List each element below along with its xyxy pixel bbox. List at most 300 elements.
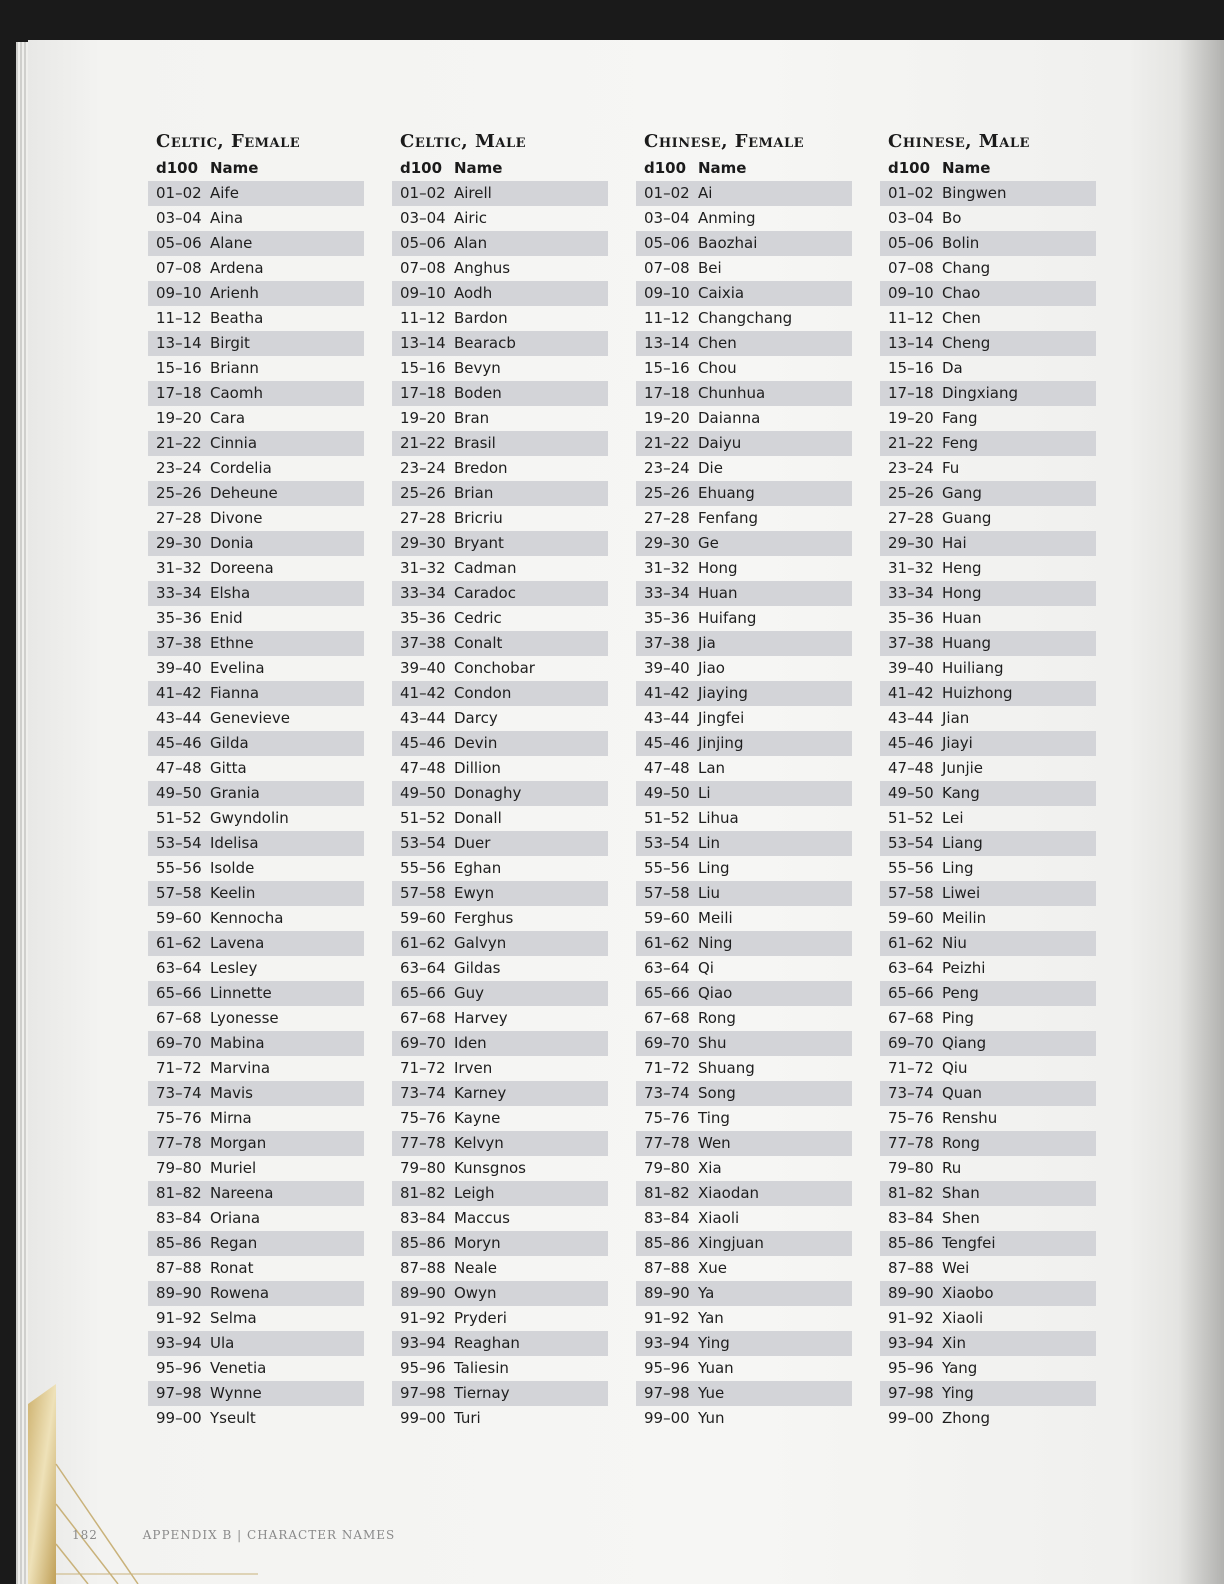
roll-range: 25–26 bbox=[644, 484, 690, 502]
table-row bbox=[880, 481, 1096, 506]
table-row bbox=[880, 456, 1096, 481]
table-row bbox=[148, 756, 364, 781]
roll-range: 39–40 bbox=[156, 659, 202, 677]
roll-range: 21–22 bbox=[400, 434, 446, 452]
table-row bbox=[636, 531, 852, 556]
character-name: Da bbox=[942, 359, 963, 377]
character-name: Die bbox=[698, 459, 723, 477]
roll-range: 07–08 bbox=[644, 259, 690, 277]
table-row bbox=[880, 781, 1096, 806]
character-name: Aina bbox=[210, 209, 244, 227]
roll-range: 71–72 bbox=[644, 1059, 690, 1077]
roll-range: 01–02 bbox=[156, 184, 202, 202]
roll-range: 65–66 bbox=[400, 984, 446, 1002]
table-row bbox=[880, 331, 1096, 356]
roll-range: 93–94 bbox=[644, 1334, 690, 1352]
character-name: Junjie bbox=[942, 759, 984, 777]
roll-range: 65–66 bbox=[644, 984, 690, 1002]
character-name: Alane bbox=[210, 234, 253, 252]
table-row bbox=[636, 1356, 852, 1381]
roll-range: 99–00 bbox=[888, 1409, 934, 1427]
table-row bbox=[880, 706, 1096, 731]
roll-range: 73–74 bbox=[156, 1084, 202, 1102]
roll-range: 47–48 bbox=[400, 759, 446, 777]
roll-range: 33–34 bbox=[888, 584, 934, 602]
character-name: Harvey bbox=[454, 1009, 508, 1027]
character-name: Yuan bbox=[698, 1359, 734, 1377]
character-name: Lin bbox=[698, 834, 721, 852]
roll-range: 81–82 bbox=[888, 1184, 934, 1202]
character-name: Xin bbox=[942, 1334, 966, 1352]
header-d100: d100 bbox=[888, 159, 931, 177]
table-row bbox=[880, 1156, 1096, 1181]
character-name: Alan bbox=[454, 234, 488, 252]
character-name: Donall bbox=[454, 809, 502, 827]
character-name: Devin bbox=[454, 734, 498, 752]
table-row bbox=[880, 356, 1096, 381]
table-row bbox=[148, 1306, 364, 1331]
table-row bbox=[392, 1256, 608, 1281]
roll-range: 43–44 bbox=[400, 709, 446, 727]
roll-range: 05–06 bbox=[156, 234, 202, 252]
character-name: Huan bbox=[698, 584, 738, 602]
roll-range: 23–24 bbox=[400, 459, 446, 477]
character-name: Donia bbox=[210, 534, 254, 552]
roll-range: 35–36 bbox=[400, 609, 446, 627]
table-row bbox=[636, 1281, 852, 1306]
character-name: Qiang bbox=[942, 1034, 987, 1052]
character-name: Aife bbox=[210, 184, 239, 202]
character-name: Tengfei bbox=[942, 1234, 996, 1252]
table-row bbox=[148, 656, 364, 681]
character-name: Xiaodan bbox=[698, 1184, 760, 1202]
roll-range: 05–06 bbox=[644, 234, 690, 252]
roll-range: 91–92 bbox=[156, 1309, 202, 1327]
roll-range: 55–56 bbox=[156, 859, 202, 877]
roll-range: 15–16 bbox=[888, 359, 934, 377]
table-row bbox=[392, 431, 608, 456]
table-row bbox=[636, 681, 852, 706]
table-row bbox=[148, 256, 364, 281]
roll-range: 25–26 bbox=[156, 484, 202, 502]
table-row bbox=[880, 1031, 1096, 1056]
table-row bbox=[392, 181, 608, 206]
roll-range: 21–22 bbox=[156, 434, 202, 452]
table-row bbox=[636, 806, 852, 831]
roll-range: 09–10 bbox=[156, 284, 202, 302]
roll-range: 47–48 bbox=[888, 759, 934, 777]
roll-range: 47–48 bbox=[644, 759, 690, 777]
roll-range: 49–50 bbox=[400, 784, 446, 802]
table-row bbox=[636, 206, 852, 231]
character-name: Ge bbox=[698, 534, 719, 552]
table-row bbox=[148, 1281, 364, 1306]
table-row bbox=[392, 1206, 608, 1231]
table-row bbox=[148, 506, 364, 531]
table-row bbox=[880, 231, 1096, 256]
character-name: Briann bbox=[210, 359, 259, 377]
roll-range: 45–46 bbox=[156, 734, 202, 752]
roll-range: 51–52 bbox=[400, 809, 446, 827]
character-name: Xingjuan bbox=[698, 1234, 764, 1252]
roll-range: 79–80 bbox=[400, 1159, 446, 1177]
roll-range: 39–40 bbox=[400, 659, 446, 677]
table-row bbox=[392, 1331, 608, 1356]
character-name: Airic bbox=[454, 209, 488, 227]
roll-range: 83–84 bbox=[156, 1209, 202, 1227]
table-row bbox=[636, 1331, 852, 1356]
roll-range: 61–62 bbox=[400, 934, 446, 952]
table-row bbox=[392, 856, 608, 881]
character-name: Enid bbox=[210, 609, 243, 627]
table-row bbox=[636, 656, 852, 681]
roll-range: 45–46 bbox=[400, 734, 446, 752]
character-name: Meili bbox=[698, 909, 733, 927]
table-row bbox=[636, 1081, 852, 1106]
page-footer bbox=[72, 1528, 395, 1542]
character-name: Boden bbox=[454, 384, 502, 402]
character-name: Kayne bbox=[454, 1109, 501, 1127]
character-name: Dillion bbox=[454, 759, 501, 777]
table-row bbox=[392, 656, 608, 681]
table-row bbox=[148, 1231, 364, 1256]
roll-range: 41–42 bbox=[644, 684, 690, 702]
table-row bbox=[636, 431, 852, 456]
roll-range: 71–72 bbox=[156, 1059, 202, 1077]
character-name: Yue bbox=[698, 1384, 725, 1402]
table-row bbox=[148, 1006, 364, 1031]
character-name: Guang bbox=[942, 509, 992, 527]
table-row bbox=[880, 181, 1096, 206]
character-name: Rong bbox=[698, 1009, 736, 1027]
roll-range: 69–70 bbox=[644, 1034, 690, 1052]
roll-range: 29–30 bbox=[400, 534, 446, 552]
character-name: Wei bbox=[942, 1259, 970, 1277]
table-rows bbox=[148, 181, 364, 1431]
roll-range: 65–66 bbox=[888, 984, 934, 1002]
character-name: Quan bbox=[942, 1084, 983, 1102]
table-row bbox=[148, 1356, 364, 1381]
character-name: Kunsgnos bbox=[454, 1159, 526, 1177]
roll-range: 07–08 bbox=[156, 259, 202, 277]
character-name: Oriana bbox=[210, 1209, 261, 1227]
roll-range: 75–76 bbox=[156, 1109, 202, 1127]
roll-range: 13–14 bbox=[644, 334, 690, 352]
roll-range: 67–68 bbox=[156, 1009, 202, 1027]
character-name: Condon bbox=[454, 684, 512, 702]
table-row bbox=[392, 1156, 608, 1181]
roll-range: 57–58 bbox=[888, 884, 934, 902]
character-name: Fenfang bbox=[698, 509, 759, 527]
character-name: Ai bbox=[698, 184, 713, 202]
table-row bbox=[392, 906, 608, 931]
character-name: Chao bbox=[942, 284, 981, 302]
character-name: Hong bbox=[698, 559, 738, 577]
character-name: Gilda bbox=[210, 734, 249, 752]
character-name: Chou bbox=[698, 359, 737, 377]
roll-range: 21–22 bbox=[888, 434, 934, 452]
table-row bbox=[148, 931, 364, 956]
table-row bbox=[880, 956, 1096, 981]
roll-range: 99–00 bbox=[644, 1409, 690, 1427]
character-name: Maccus bbox=[454, 1209, 510, 1227]
character-name: Gwyndolin bbox=[210, 809, 289, 827]
character-name: Isolde bbox=[210, 859, 255, 877]
roll-range: 95–96 bbox=[156, 1359, 202, 1377]
table-row bbox=[392, 931, 608, 956]
table-row bbox=[880, 506, 1096, 531]
roll-range: 85–86 bbox=[400, 1234, 446, 1252]
header-d100: d100 bbox=[156, 159, 199, 177]
character-name: Lan bbox=[698, 759, 726, 777]
character-name: Liu bbox=[698, 884, 721, 902]
roll-range: 31–32 bbox=[156, 559, 202, 577]
character-name: Fang bbox=[942, 409, 978, 427]
roll-range: 51–52 bbox=[888, 809, 934, 827]
table-row bbox=[392, 456, 608, 481]
roll-range: 77–78 bbox=[888, 1134, 934, 1152]
roll-range: 87–88 bbox=[156, 1259, 202, 1277]
table-celtic-female bbox=[148, 128, 364, 1431]
roll-range: 45–46 bbox=[888, 734, 934, 752]
roll-range: 87–88 bbox=[400, 1259, 446, 1277]
table-row bbox=[148, 806, 364, 831]
roll-range: 33–34 bbox=[400, 584, 446, 602]
character-name: Niu bbox=[942, 934, 967, 952]
table-row bbox=[880, 1181, 1096, 1206]
roll-range: 11–12 bbox=[888, 309, 934, 327]
character-name: Xiaobo bbox=[942, 1284, 994, 1302]
table-row bbox=[636, 856, 852, 881]
table-row bbox=[148, 981, 364, 1006]
table-row bbox=[636, 1381, 852, 1406]
table-row bbox=[392, 356, 608, 381]
roll-range: 75–76 bbox=[400, 1109, 446, 1127]
character-name: Ru bbox=[942, 1159, 962, 1177]
roll-range: 15–16 bbox=[156, 359, 202, 377]
roll-range: 27–28 bbox=[156, 509, 202, 527]
roll-range: 53–54 bbox=[888, 834, 934, 852]
table-row bbox=[392, 981, 608, 1006]
roll-range: 81–82 bbox=[644, 1184, 690, 1202]
character-name: Chang bbox=[942, 259, 991, 277]
character-name: Ehuang bbox=[698, 484, 755, 502]
roll-range: 29–30 bbox=[644, 534, 690, 552]
table-row bbox=[148, 731, 364, 756]
roll-range: 67–68 bbox=[888, 1009, 934, 1027]
table-row bbox=[148, 1131, 364, 1156]
header-name: Name bbox=[210, 159, 259, 177]
table-row bbox=[148, 706, 364, 731]
roll-range: 27–28 bbox=[644, 509, 690, 527]
character-name: Lihua bbox=[698, 809, 739, 827]
roll-range: 93–94 bbox=[156, 1334, 202, 1352]
table-row bbox=[636, 1206, 852, 1231]
table-row bbox=[636, 731, 852, 756]
character-name: Tiernay bbox=[454, 1384, 510, 1402]
table-row bbox=[880, 1206, 1096, 1231]
character-name: Regan bbox=[210, 1234, 258, 1252]
character-name: Huiliang bbox=[942, 659, 1004, 677]
character-name: Cadman bbox=[454, 559, 517, 577]
table-row bbox=[148, 431, 364, 456]
character-name: Guy bbox=[454, 984, 485, 1002]
table-row bbox=[880, 856, 1096, 881]
roll-range: 31–32 bbox=[644, 559, 690, 577]
roll-range: 75–76 bbox=[644, 1109, 690, 1127]
roll-range: 17–18 bbox=[400, 384, 446, 402]
table-row bbox=[392, 1406, 608, 1431]
character-name: Baozhai bbox=[698, 234, 758, 252]
table-row bbox=[880, 731, 1096, 756]
table-row bbox=[148, 1031, 364, 1056]
roll-range: 89–90 bbox=[400, 1284, 446, 1302]
table-row bbox=[148, 331, 364, 356]
roll-range: 87–88 bbox=[888, 1259, 934, 1277]
roll-range: 11–12 bbox=[156, 309, 202, 327]
roll-range: 01–02 bbox=[400, 184, 446, 202]
character-name: Arienh bbox=[210, 284, 259, 302]
character-name: Pryderi bbox=[454, 1309, 507, 1327]
roll-range: 79–80 bbox=[888, 1159, 934, 1177]
roll-range: 65–66 bbox=[156, 984, 202, 1002]
table-row bbox=[636, 231, 852, 256]
table-row bbox=[636, 581, 852, 606]
header-d100: d100 bbox=[644, 159, 687, 177]
table-row bbox=[880, 581, 1096, 606]
character-name: Leigh bbox=[454, 1184, 495, 1202]
table-row bbox=[148, 1206, 364, 1231]
roll-range: 43–44 bbox=[156, 709, 202, 727]
character-name: Gang bbox=[942, 484, 982, 502]
character-name: Airell bbox=[454, 184, 492, 202]
roll-range: 69–70 bbox=[400, 1034, 446, 1052]
character-name: Mirna bbox=[210, 1109, 252, 1127]
table-row bbox=[392, 631, 608, 656]
character-name: Ethne bbox=[210, 634, 254, 652]
table-row bbox=[148, 781, 364, 806]
roll-range: 59–60 bbox=[644, 909, 690, 927]
roll-range: 77–78 bbox=[156, 1134, 202, 1152]
roll-range: 03–04 bbox=[156, 209, 202, 227]
table-row bbox=[636, 181, 852, 206]
page-number: 182 bbox=[72, 1528, 98, 1542]
table-row bbox=[636, 756, 852, 781]
table-row bbox=[636, 1406, 852, 1431]
table-row bbox=[148, 831, 364, 856]
table-row bbox=[636, 881, 852, 906]
character-name: Shu bbox=[698, 1034, 727, 1052]
character-name: Lavena bbox=[210, 934, 265, 952]
roll-range: 73–74 bbox=[888, 1084, 934, 1102]
character-name: Shan bbox=[942, 1184, 980, 1202]
character-name: Jiayi bbox=[942, 734, 973, 752]
table-row bbox=[148, 381, 364, 406]
roll-range: 37–38 bbox=[888, 634, 934, 652]
table-row bbox=[880, 631, 1096, 656]
character-name: Huifang bbox=[698, 609, 757, 627]
table-row bbox=[392, 531, 608, 556]
table-row bbox=[148, 1256, 364, 1281]
character-name: Peng bbox=[942, 984, 979, 1002]
character-name: Jingfei bbox=[698, 709, 745, 727]
character-name: Qi bbox=[698, 959, 714, 977]
table-row bbox=[392, 406, 608, 431]
character-name: Brasil bbox=[454, 434, 496, 452]
character-name: Jian bbox=[942, 709, 970, 727]
roll-range: 35–36 bbox=[156, 609, 202, 627]
character-name: Anming bbox=[698, 209, 756, 227]
table-row bbox=[392, 506, 608, 531]
roll-range: 53–54 bbox=[644, 834, 690, 852]
roll-range: 19–20 bbox=[400, 409, 446, 427]
character-name: Ya bbox=[698, 1284, 715, 1302]
character-name: Huang bbox=[942, 634, 992, 652]
table-row bbox=[880, 206, 1096, 231]
table-row bbox=[880, 256, 1096, 281]
character-name: Duer bbox=[454, 834, 491, 852]
roll-range: 41–42 bbox=[888, 684, 934, 702]
character-name: Conchobar bbox=[454, 659, 535, 677]
table-row bbox=[880, 1281, 1096, 1306]
table-row bbox=[880, 281, 1096, 306]
roll-range: 19–20 bbox=[888, 409, 934, 427]
roll-range: 67–68 bbox=[644, 1009, 690, 1027]
roll-range: 25–26 bbox=[400, 484, 446, 502]
table-row bbox=[636, 956, 852, 981]
character-name: Genevieve bbox=[210, 709, 290, 727]
table-row bbox=[880, 1356, 1096, 1381]
roll-range: 55–56 bbox=[644, 859, 690, 877]
table-row bbox=[636, 1006, 852, 1031]
table-row bbox=[636, 1231, 852, 1256]
roll-range: 91–92 bbox=[644, 1309, 690, 1327]
character-name: Daiyu bbox=[698, 434, 742, 452]
table-row bbox=[392, 256, 608, 281]
table-row bbox=[148, 406, 364, 431]
table-row bbox=[148, 581, 364, 606]
roll-range: 35–36 bbox=[644, 609, 690, 627]
character-name: Yseult bbox=[210, 1409, 256, 1427]
table-row bbox=[880, 1106, 1096, 1131]
roll-range: 63–64 bbox=[644, 959, 690, 977]
table-row bbox=[392, 706, 608, 731]
character-name: Brian bbox=[454, 484, 494, 502]
character-name: Doreena bbox=[210, 559, 274, 577]
table-row bbox=[636, 1256, 852, 1281]
character-name: Bardon bbox=[454, 309, 508, 327]
roll-range: 97–98 bbox=[400, 1384, 446, 1402]
character-name: Eghan bbox=[454, 859, 502, 877]
character-name: Evelina bbox=[210, 659, 265, 677]
character-name: Kelvyn bbox=[454, 1134, 504, 1152]
table-row bbox=[880, 431, 1096, 456]
roll-range: 73–74 bbox=[644, 1084, 690, 1102]
table-row bbox=[880, 381, 1096, 406]
character-name: Bei bbox=[698, 259, 722, 277]
character-name: Muriel bbox=[210, 1159, 257, 1177]
roll-range: 13–14 bbox=[400, 334, 446, 352]
table-row bbox=[148, 681, 364, 706]
table-row bbox=[392, 1081, 608, 1106]
roll-range: 13–14 bbox=[888, 334, 934, 352]
table-row bbox=[880, 406, 1096, 431]
table-row bbox=[636, 981, 852, 1006]
roll-range: 59–60 bbox=[400, 909, 446, 927]
roll-range: 79–80 bbox=[156, 1159, 202, 1177]
roll-range: 43–44 bbox=[888, 709, 934, 727]
table-row bbox=[636, 556, 852, 581]
